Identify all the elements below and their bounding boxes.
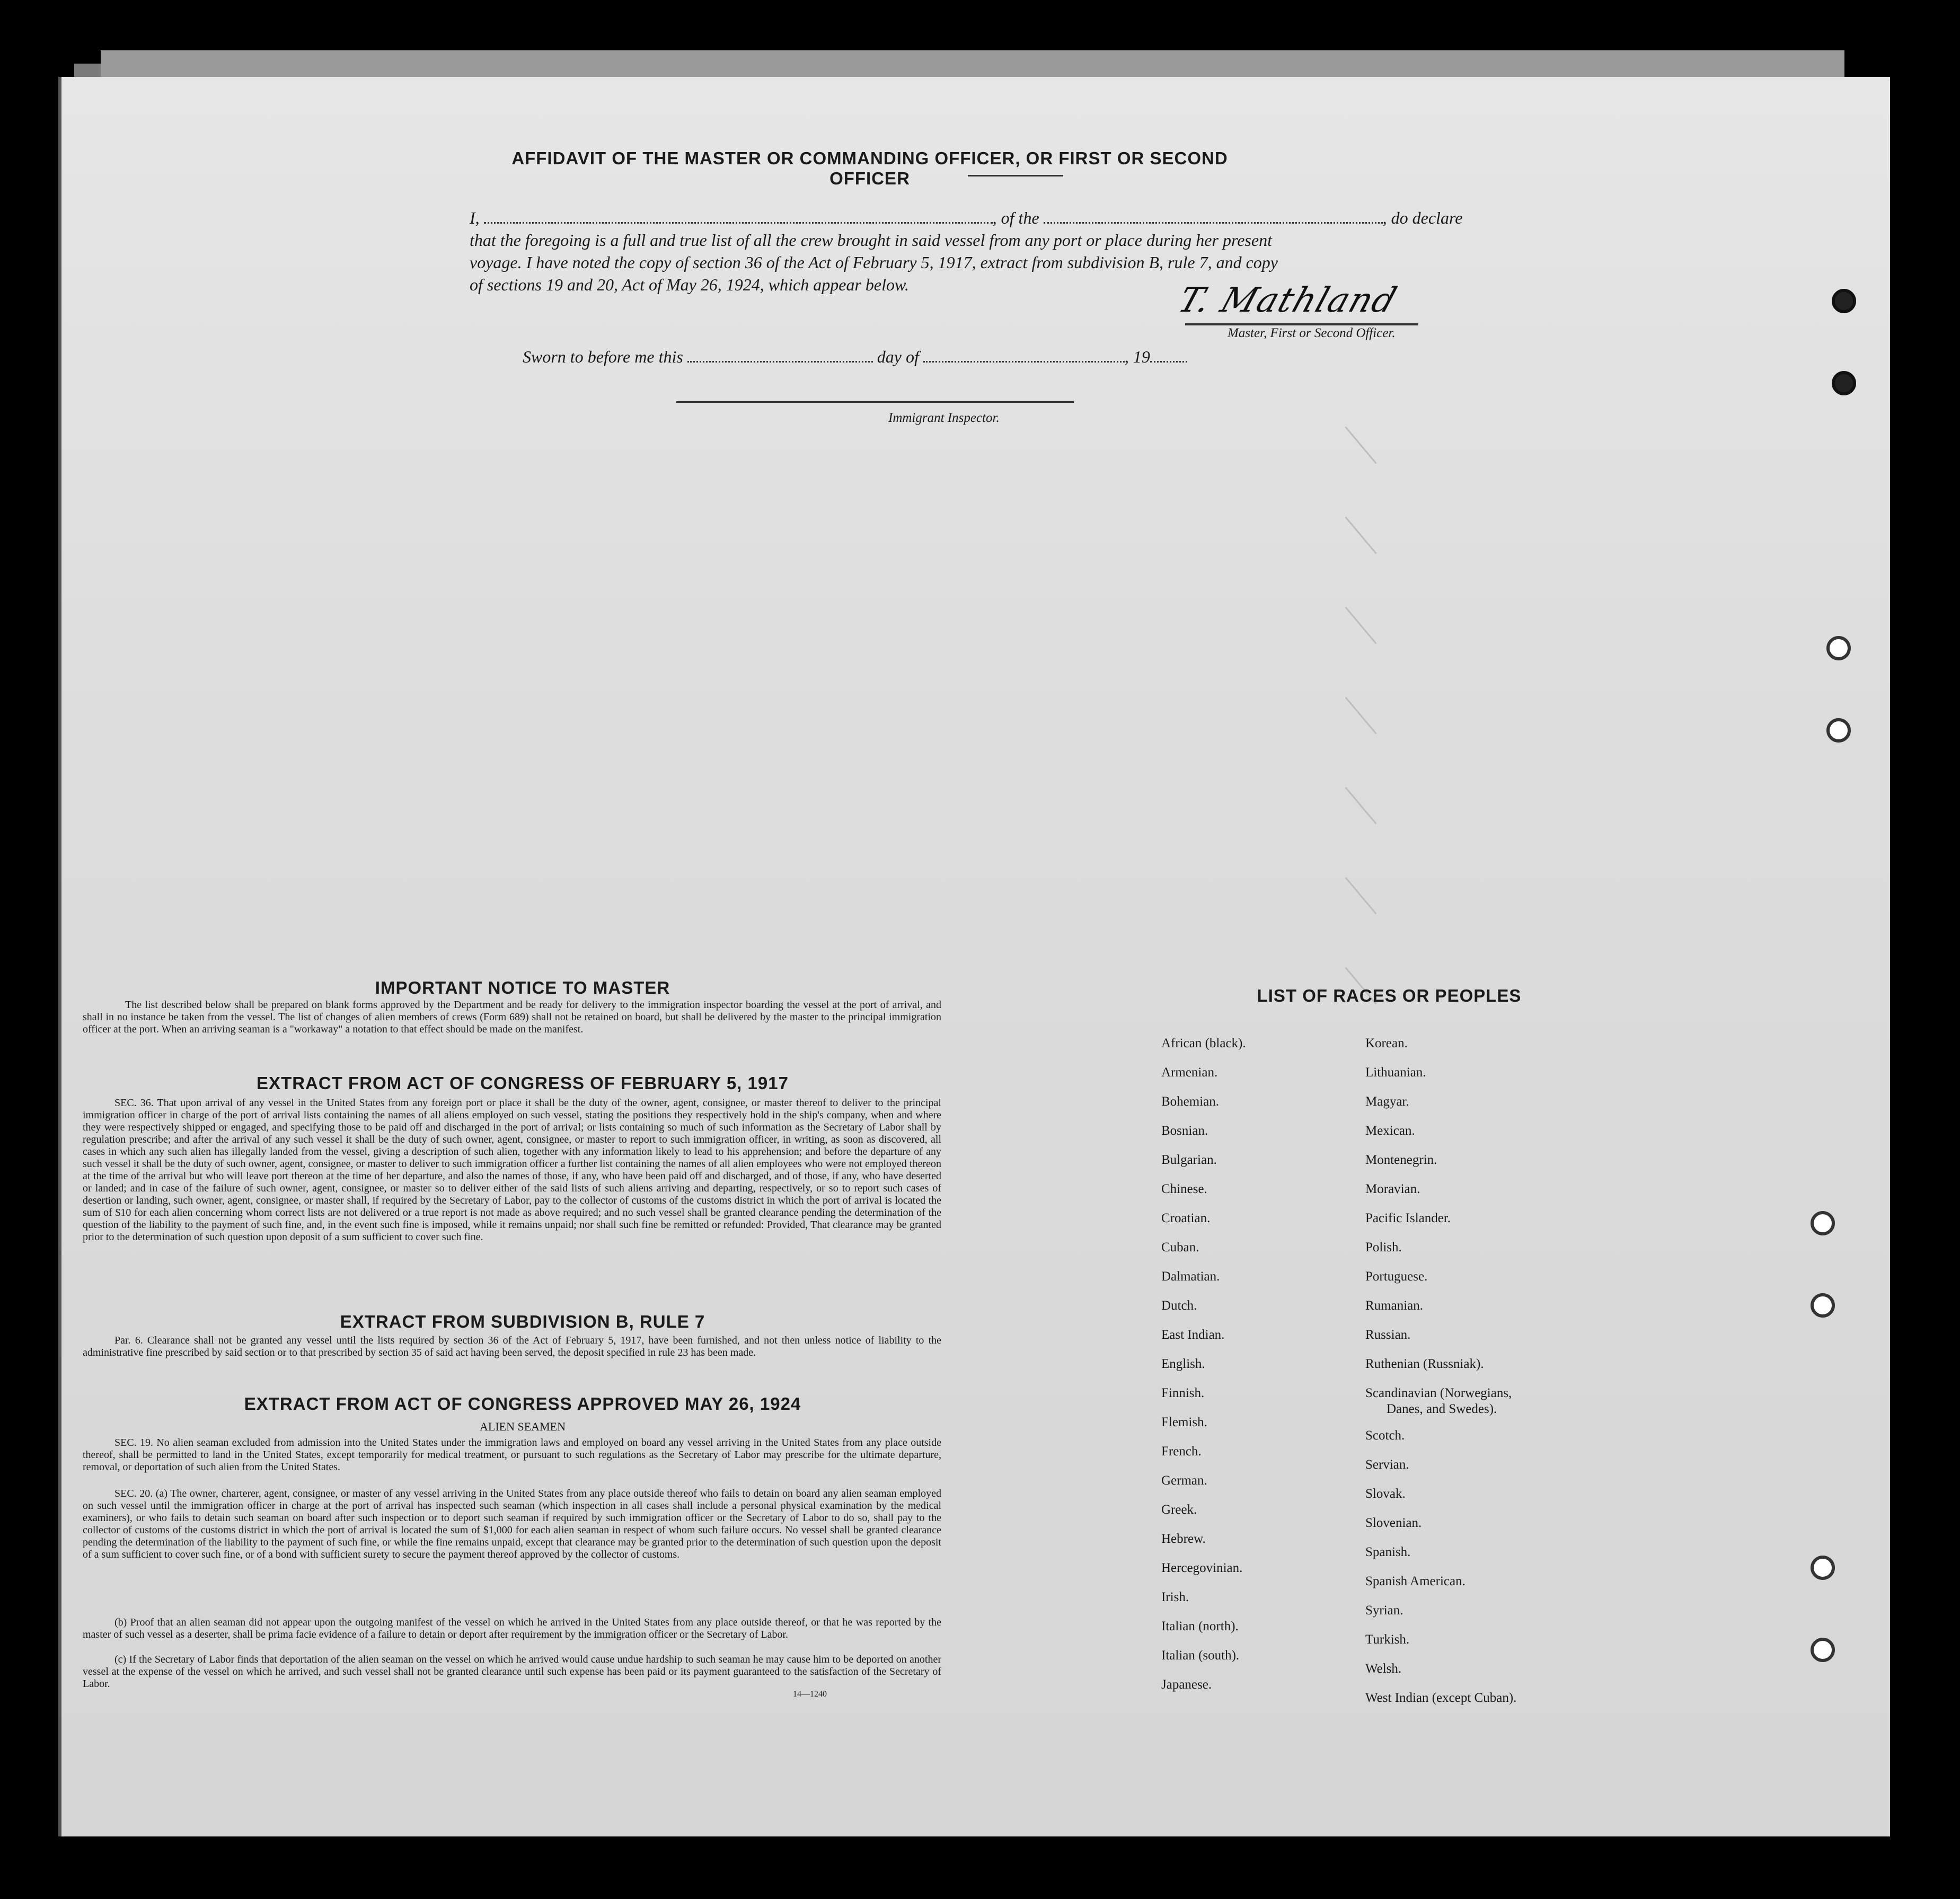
race-item: Scotch. bbox=[1365, 1428, 1405, 1443]
race-item: Italian (south). bbox=[1161, 1648, 1240, 1663]
race-item: English. bbox=[1161, 1357, 1205, 1371]
sworn-prefix: Sworn to before me this bbox=[523, 347, 683, 366]
binder-hole bbox=[1832, 289, 1856, 313]
affidavit-declaration-line bbox=[470, 208, 1462, 228]
sworn-day-label: day of bbox=[877, 347, 919, 366]
subdivision-b-body: Par. 6. Clearance shall not be granted any vessel until the lists required by section 36 of the Act of February 5, 1917, have been furnished, and not then unless notice of liability to the administrative fine prescribed by said section or to that prescribed by section 35 of said act having been served, the deposit specified in rule 23 has been made. bbox=[83, 1335, 941, 1358]
binder-hole bbox=[1826, 718, 1851, 743]
affidavit-of-the: , of the bbox=[992, 208, 1039, 227]
race-item: Slovenian. bbox=[1365, 1516, 1422, 1530]
race-item: Welsh. bbox=[1365, 1662, 1402, 1676]
alien-seamen-subtitle: ALIEN SEAMEN bbox=[480, 1420, 566, 1433]
sworn-year-label: , 19 bbox=[1124, 347, 1150, 366]
sec-19-body: SEC. 19. No alien seaman excluded from admission into the United States under the immigration laws and employed on board any vessel arriving in the United States from any place outside thereof, shall be permitted to land in the United States, except temporarily for medical treatment, or pursuant to such regulations as the Secretary of Labor may prescribe for the ultimate departure, removal, or deportation of such alien from the United States. bbox=[83, 1437, 941, 1473]
name-blank bbox=[484, 210, 993, 224]
race-item: Magyar. bbox=[1365, 1094, 1409, 1109]
affidavit-line-4: of sections 19 and 20, Act of May 26, 1924, which appear below. bbox=[470, 275, 909, 294]
race-item: Portuguese. bbox=[1365, 1269, 1428, 1284]
signature-line bbox=[1185, 323, 1418, 325]
race-item: Syrian. bbox=[1365, 1603, 1403, 1618]
race-item: Spanish. bbox=[1365, 1545, 1411, 1559]
race-item: West Indian (except Cuban). bbox=[1365, 1691, 1517, 1705]
sec-20c-body: (c) If the Secretary of Labor finds that deportation of the alien seaman on the vessel on which he arrived would cause undue hardship to such seaman he may cause him to be deported on another vessel at the expense of the vessel on which he arrived, and such vessel shall not be granted clearance until such expense has been paid or its payment guaranteed to the satisfaction of the Secretary of Labor. bbox=[83, 1654, 941, 1690]
race-item: Flemish. bbox=[1161, 1415, 1207, 1429]
race-item: Bosnian. bbox=[1161, 1124, 1208, 1138]
races-title: LIST OF RACES OR PEOPLES bbox=[1257, 986, 1522, 1005]
race-item: Lithuanian. bbox=[1365, 1065, 1426, 1080]
race-item: Rumanian. bbox=[1365, 1299, 1424, 1313]
race-item: Dutch. bbox=[1161, 1299, 1197, 1313]
race-item: Japanese. bbox=[1161, 1677, 1212, 1692]
binder-hole bbox=[1811, 1293, 1835, 1318]
race-item: Montenegrin. bbox=[1365, 1153, 1437, 1167]
race-item: Spanish American. bbox=[1365, 1574, 1465, 1588]
race-item: Moravian. bbox=[1365, 1182, 1420, 1196]
master-signature: T. Mathland bbox=[1173, 281, 1402, 320]
race-item: Turkish. bbox=[1365, 1632, 1410, 1647]
sec-20b-body: (b) Proof that an alien seaman did not appear upon the outgoing manifest of the vessel on which he arrived in the United States from any place outside thereof, or that he was reported by the master of such vessel as a deserter, shall be prima facie evidence of a failure to detain or deport after requirement by the immigration officer or the Secretary of Labor. bbox=[83, 1617, 941, 1640]
race-item: German. bbox=[1161, 1473, 1207, 1488]
affidavit-line-3: voyage. I have noted the copy of section 36 of the Act of February 5, 1917, extract from subdivision B, rule 7, and copy bbox=[470, 253, 1278, 272]
extract-1917-title: EXTRACT FROM ACT OF CONGRESS OF FEBRUARY 5, 1917 bbox=[257, 1073, 789, 1093]
binder-hole bbox=[1832, 371, 1856, 395]
race-item: Slovak. bbox=[1365, 1487, 1406, 1501]
binder-hole bbox=[1811, 1211, 1835, 1235]
notice-title: IMPORTANT NOTICE TO MASTER bbox=[375, 978, 670, 997]
extract-1917-body: SEC. 36. That upon arrival of any vessel in the United States from any foreign port or place it shall be the duty of the owner, agent, consignee, or master thereof to deliver to the principal immigration officer in charge of the port of arrival lists containing the names of all aliens employed on such vessel, stating the positions they respectively hold in the ship's company, when and where they were respectively shipped or engaged, and specifying those to be paid off and discharged in the port of arrival; or lists containing so much of such information as the Secretary of Labor shall by regulation prescribe; and after the arrival of any such vessel it shall be the duty of such owner, agent, consignee, or master to report to such immigration officer, in writing, as soon as discovered, all cases in which any such alien has illegally landed from the vessel, giving a description of such alien, together with any information likely to lead to his apprehension; and before the departure of any such vessel it shall be the duty of such owner, agent, consignee, or master to deliver to such immigration officer a further list containing the names of all alien employees who were not employed thereon at the time of the arrival but who will leave port thereon at the time of her departure, and also the names of those, if any, who have been paid off and discharged, and of those, if any, who have deserted or landed; and in case of the failure of such owner, agent, consignee, or master so to deliver either of the said lists of such aliens arriving and departing, respectively, or so to report such cases of desertion or landing, such owner, agent, consignee, or master shall, if required by the Secretary of Labor, pay to the collector of customs of the customs district in which the port of arrival is located the sum of $10 for each alien concerning whom correct lists are not delivered or a true report is not made as above required; and no such vessel shall be granted clearance pending the determination of the question of the liability to the payment of such fine, and, in the event such fine is imposed, while it remains unpaid; nor shall such fine be remitted or refunded: Provided, That clearance may be granted prior to the determination of such question upon deposit of a sum sufficient to cover such fine. bbox=[83, 1097, 941, 1243]
race-item: Irish. bbox=[1161, 1590, 1189, 1604]
race-item: East Indian. bbox=[1161, 1328, 1225, 1342]
document-page bbox=[58, 77, 1890, 1836]
race-item: Danes, and Swedes). bbox=[1387, 1402, 1497, 1416]
affidavit-line-2: that the foregoing is a full and true list of all the crew brought in said vessel from any port or place during her present bbox=[470, 231, 1272, 250]
race-item: Scandinavian (Norwegians, bbox=[1365, 1386, 1512, 1400]
binder-hole bbox=[1811, 1556, 1835, 1580]
form-number: 14—1240 bbox=[793, 1690, 827, 1699]
race-item: African (black). bbox=[1161, 1036, 1246, 1050]
affidavit-declare: , do declare bbox=[1382, 208, 1463, 227]
race-item: Croatian. bbox=[1161, 1211, 1211, 1225]
extract-1924-title: EXTRACT FROM ACT OF CONGRESS APPROVED MAY 26, 1924 bbox=[244, 1394, 801, 1414]
race-item: Bohemian. bbox=[1161, 1094, 1220, 1109]
race-item: Hercegovinian. bbox=[1161, 1561, 1243, 1575]
race-item: Ruthenian (Russniak). bbox=[1365, 1357, 1484, 1371]
sworn-month-blank bbox=[923, 349, 1125, 363]
race-item: Chinese. bbox=[1161, 1182, 1207, 1196]
signature-caption: Master, First or Second Officer. bbox=[1228, 326, 1396, 340]
vessel-blank bbox=[1044, 210, 1383, 224]
race-item: Armenian. bbox=[1161, 1065, 1218, 1080]
sworn-year-blank bbox=[1150, 349, 1187, 363]
inspector-caption: Immigrant Inspector. bbox=[888, 411, 1000, 425]
race-item: French. bbox=[1161, 1444, 1202, 1459]
affidavit-title: AFFIDAVIT OF THE MASTER OR COMMANDING OFFICER, OR FIRST OR SECOND OFFICER bbox=[511, 148, 1228, 188]
title-underline bbox=[968, 175, 1063, 176]
race-item: Polish. bbox=[1365, 1240, 1402, 1255]
binder-hole bbox=[1826, 636, 1851, 660]
race-item: Finnish. bbox=[1161, 1386, 1205, 1400]
affidavit-i: I, bbox=[470, 208, 480, 227]
race-item: Russian. bbox=[1365, 1328, 1411, 1342]
inspector-signature-line bbox=[676, 401, 1074, 403]
notice-body: The list described below shall be prepared on blank forms approved by the Department and be ready for delivery to the immigration inspector boarding the vessel at the port of arrival, and shall in no instance be taken from the vessel. The list of changes of alien members of crews (Form 689) shall not be retained on board, but shall be delivered by the master to the principal immigration officer at the port. When an arriving seaman is a "workaway" a notation to that effect should be made on the manifest. bbox=[83, 999, 941, 1035]
sec-20a-body: SEC. 20. (a) The owner, charterer, agent, consignee, or master of any vessel arriving in the United States from any place outside thereof who fails to detain on board any alien seaman employed on such vessel until the immigration officer in charge at the port of arrival has inspected such seaman (which inspection in all cases shall include a personal physical examination by the medical examiners), or who fails to detain such seaman on board after such inspection or to deport such seaman if required by such immigration officer or the Secretary of Labor to do so, shall pay to the collector of customs of the customs district in which the port of arrival is located the sum of $1,000 for each alien seaman in respect of whom such failure occurs. No vessel shall be granted clearance pending the determination of the liability to the payment of such fine, or while the fine remains unpaid, except that clearance may be granted prior to the determination of such question upon the deposit of a sum sufficient to cover such fine, or of a bond with sufficient surety to secure the payment thereof approved by the collector of customs. bbox=[83, 1488, 941, 1560]
race-item: Servian. bbox=[1365, 1458, 1409, 1472]
sworn-day-blank bbox=[687, 349, 873, 363]
binder-hole bbox=[1811, 1638, 1835, 1662]
race-item: Greek. bbox=[1161, 1503, 1197, 1517]
race-item: Italian (north). bbox=[1161, 1619, 1239, 1633]
race-item: Mexican. bbox=[1365, 1124, 1415, 1138]
race-item: Hebrew. bbox=[1161, 1532, 1206, 1546]
race-item: Pacific Islander. bbox=[1365, 1211, 1451, 1225]
race-item: Dalmatian. bbox=[1161, 1269, 1220, 1284]
sworn-line bbox=[523, 347, 1187, 367]
race-item: Bulgarian. bbox=[1161, 1153, 1217, 1167]
race-item: Korean. bbox=[1365, 1036, 1408, 1050]
race-item: Cuban. bbox=[1161, 1240, 1199, 1255]
subdivision-b-title: EXTRACT FROM SUBDIVISION B, RULE 7 bbox=[340, 1312, 705, 1331]
